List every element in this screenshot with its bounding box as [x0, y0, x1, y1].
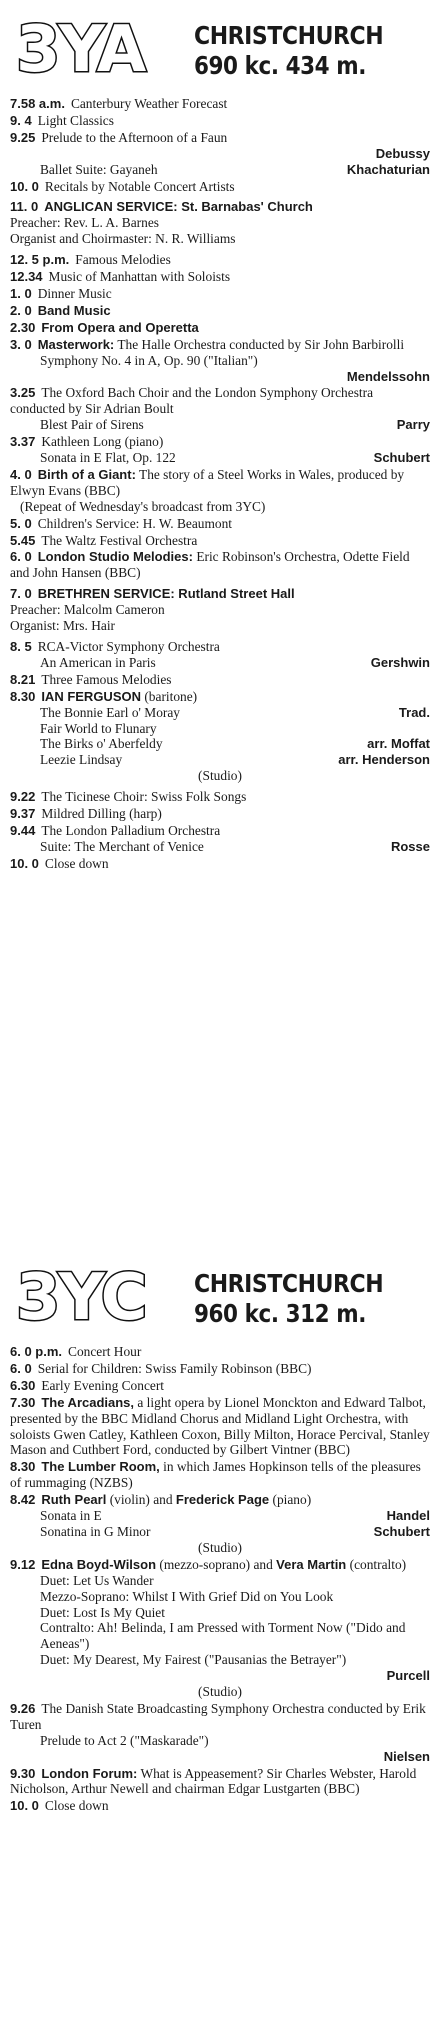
station-logo-3ya [10, 14, 430, 96]
programme-item: 3. 0 Masterwork: The Halle Orchestra conducted by Sir John Barbirolli Symphony No. 4 in A, Op. 90 ("Italian") Mendelssohn [10, 336, 430, 384]
programme-item: 2. 0 Band Music [10, 302, 111, 318]
programme-item: 6. 0 p.m. Concert Hour [10, 1344, 142, 1359]
station-frequency: 960 kc. 312 m. [194, 1299, 366, 1328]
programme-item: 4. 0 Birth of a Giant: The story of a Steel Works in Wales, produced by Elwyn Evans (BBC) (Repeat of Wednesday's broadcast from 3YC) [10, 466, 405, 514]
station-3yc [10, 1262, 430, 1815]
programme-item: 9.22 The Ticinese Choir: Swiss Folk Songs [10, 789, 247, 805]
callsign: 3YC [16, 1261, 146, 1335]
programme-item: 8. 5 RCA-Victor Symphony Orchestra An American in Paris Gershwin [10, 639, 430, 670]
station-3ya [10, 14, 430, 873]
programme-item: 10. 0 Close down [10, 855, 109, 871]
programme-item: 3.37 Kathleen Long (piano) Sonata in E Flat, Op. 122 Schubert [10, 434, 430, 466]
programme-item: 10. 0 Close down [10, 1798, 109, 1814]
programme-item: 9.12 Edna Boyd-Wilson (mezzo-soprano) and Vera Martin (contralto) Duet: Let Us Wander Mezzo-Soprano: Whilst I With Grief Did on You Look Duet: Lost Is My Quiet Contralto: Ah! Belinda, I am Pressed with Torment Now ("Dido and Aeneas") Duet: My Dearest, My Fairest ("Pausanias the Betrayer") Purcell (Studio) [10, 1556, 430, 1700]
station-frequency: 690 kc. 434 m. [194, 51, 366, 80]
programme-item: 9.44 The London Palladium Orchestra Suite: The Merchant of Venice Rosse [10, 822, 430, 854]
station-city: CHRISTCHURCH [194, 21, 384, 50]
programme-item: 9.25 Prelude to the Afternoon of a Faun Debussy Ballet Suite: Gayaneh Khachaturian [10, 129, 430, 177]
programme-item: 1. 0 Dinner Music [10, 285, 112, 301]
programme-item: 5.45 The Waltz Festival Orchestra [10, 532, 198, 548]
callsign: 3YA [16, 13, 145, 87]
programme-item: 8.42 Ruth Pearl (violin) and Frederick Page (piano) Sonata in E Handel Sonatina in G Minor Schubert (Studio) [10, 1492, 430, 1555]
programme-item: 8.21 Three Famous Melodies [10, 671, 172, 687]
programme-item: 7.30 The Arcadians, a light opera by Lionel Monckton and Edward Talbot, presented by the BBC Midland Chorus and Midland Light Orchestra, with soloists Gwen Catley, Kathleen Coxon, Billy Milton, Horace Percival, Stanley Mason and Cuthbert Ford, conducted by Gilbert Vintner (BBC) [10, 1394, 430, 1458]
programme-item: 9.37 Mildred Dilling (harp) [10, 806, 162, 822]
programme-list [10, 96, 430, 872]
programme-item: 9. 4 Light Classics [10, 112, 114, 128]
programme-item: 6. 0 Serial for Children: Swiss Family Robinson (BBC) [10, 1360, 312, 1376]
programme-item: 10. 0 Recitals by Notable Concert Artists [10, 178, 235, 194]
programme-item: 8.30 The Lumber Room, in which James Hopkinson tells of the pleasures of rummaging (NZBS) [10, 1459, 421, 1491]
programme-item: 5. 0 Children's Service: H. W. Beaumont [10, 515, 233, 531]
programme-item: 9.30 London Forum: What is Appeasement? Sir Charles Webster, Harold Nicholson, Arthur Newell and chairman Edgar Lustgarten (BBC) [10, 1765, 417, 1797]
programme-item: 8.30 IAN FERGUSON (baritone) The Bonnie Earl o' Moray Trad. Fair World to Flunary The Birks o' Aberfeldy arr. Moffat Leezie Lindsay arr. Henderson (Studio) [10, 688, 430, 784]
programme-list [10, 1344, 430, 1814]
station-logo-3yc [10, 1262, 430, 1344]
programme-item: 9.26 The Danish State Broadcasting Symphony Orchestra conducted by Erik Turen Prelude to Act 2 ("Maskarade") Nielsen [10, 1700, 430, 1764]
programme-item: 6. 0 London Studio Melodies: Eric Robinson's Orchestra, Odette Field and John Hansen (BBC) [10, 549, 410, 581]
programme-item: 12.34 Music of Manhattan with Soloists [10, 269, 231, 285]
programme-item: 2.30 From Opera and Operetta [10, 319, 199, 335]
programme-item: 12. 5 p.m. Famous Melodies [10, 252, 171, 268]
programme-item: 11. 0 ANGLICAN SERVICE: St. Barnabas' Church Preacher: Rev. L. A. Barnes Organist and Choirmaster: N. R. Williams [10, 199, 313, 247]
programme-item: 7.58 a.m. Canterbury Weather Forecast [10, 96, 228, 111]
station-city: CHRISTCHURCH [194, 1269, 384, 1298]
programme-item: 7. 0 BRETHREN SERVICE: Rutland Street Hall Preacher: Malcolm Cameron Organist: Mrs. Hair [10, 586, 295, 634]
programme-item: 3.25 The Oxford Bach Choir and the London Symphony Orchestra conducted by Sir Adrian Boult Blest Pair of Sirens Parry [10, 385, 430, 433]
programme-item: 6.30 Early Evening Concert [10, 1377, 165, 1393]
